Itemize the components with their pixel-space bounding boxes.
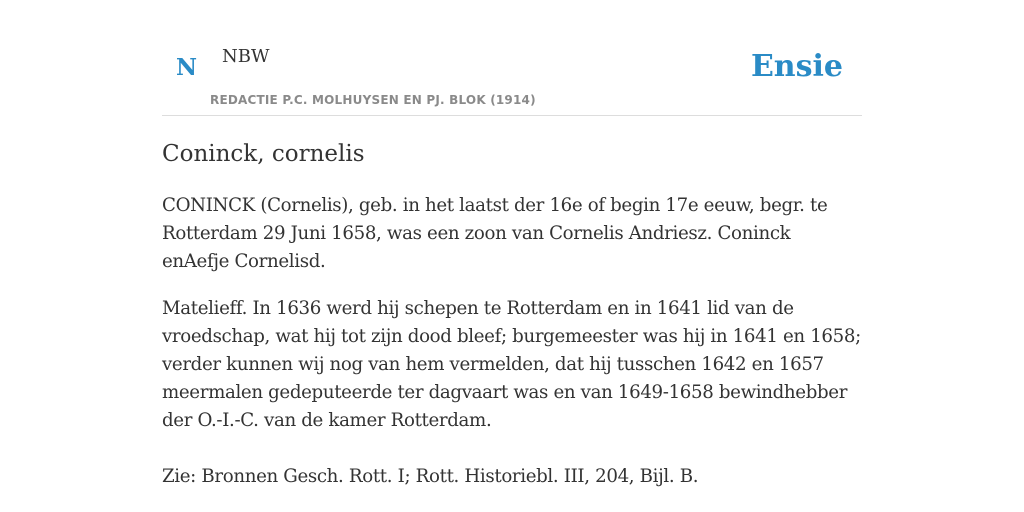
entry-sources: Zie: Bronnen Gesch. Rott. I; Rott. Historiebl. III, 204, Bijl. B.	[162, 466, 699, 487]
source-logo[interactable]: N	[176, 54, 198, 81]
entry-paragraph: CONINCK (Cornelis), geb. in het laatst der 16e of begin 17e eeuw, begr. te Rotterdam 29 Juni 1658, was een zoon van Cornelis Andriesz. Coninck enAefje Cornelisd.	[162, 195, 828, 272]
entry-paragraph: Matelieff. In 1636 werd hij schepen te Rotterdam en in 1641 lid van de vroedschap, wat hij tot zijn dood bleef; burgemeester was hij in 1641 en 1658; verder kunnen wij nog van hem vermelden, dat hij tusschen 1642 en 1657 meermalen gedeputeerde ter dagvaart was en van 1649-1658 bewindhebber der O.-I.-C. van de kamer Rotterdam.	[162, 298, 861, 431]
entry-title: Coninck, cornelis	[162, 141, 365, 167]
brand-logo-link[interactable]: Ensie	[750, 49, 843, 84]
article-card	[162, 0, 862, 487]
source-subtitle: REDACTIE P.C. MOLHUYSEN EN PJ. BLOK (1914)	[210, 93, 536, 107]
source-header	[162, 0, 862, 116]
source-title[interactable]: NBW	[222, 46, 270, 67]
